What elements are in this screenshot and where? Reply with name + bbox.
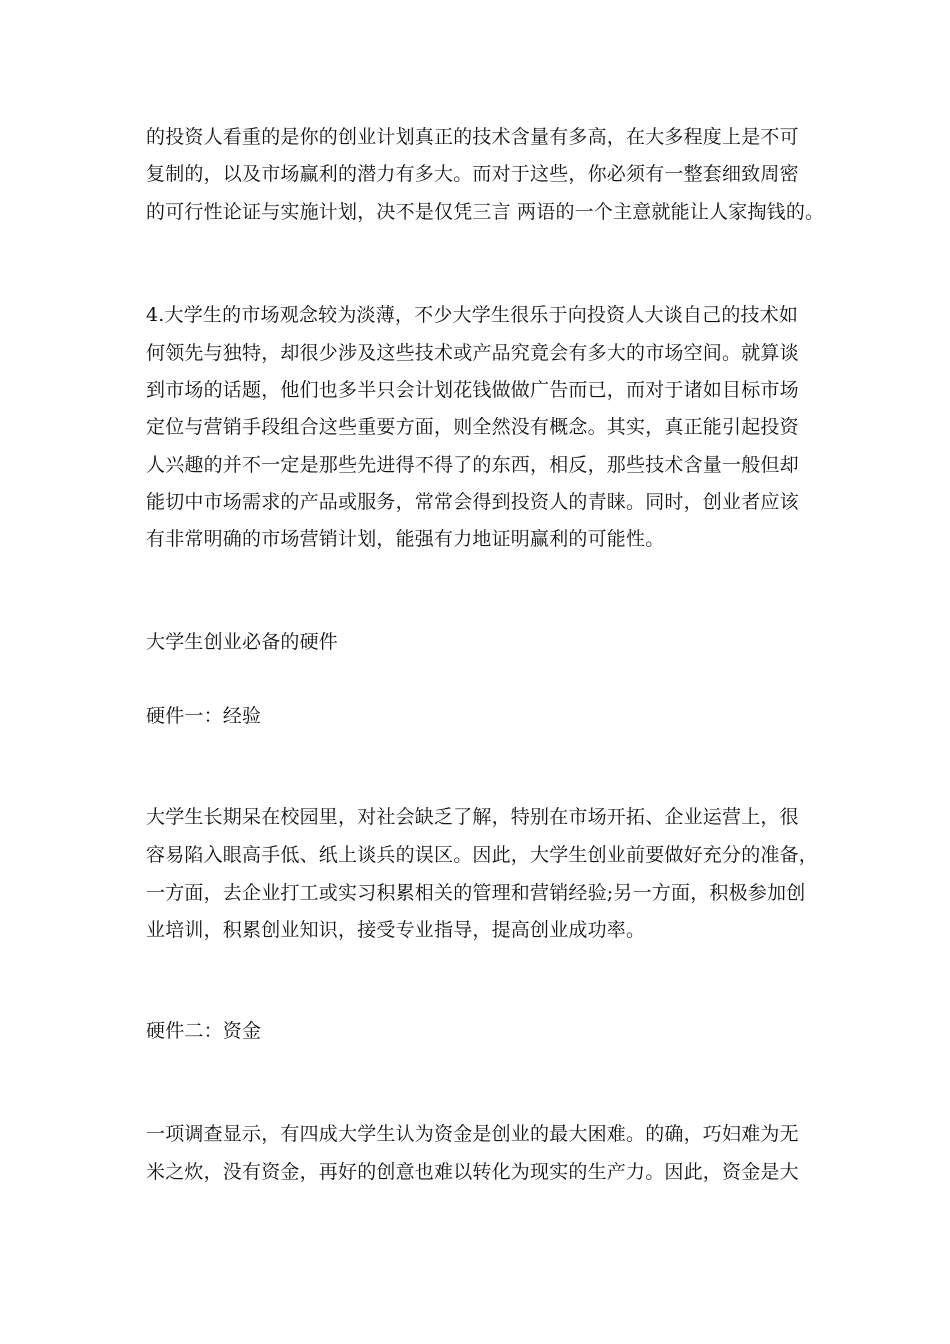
text-line: 一方面，去企业打工或实习积累相关的管理和营销经验;另一方面，积极参加创	[146, 882, 806, 904]
text-line: 一项调查显示，有四成大学生认为资金是创业的最大困难。的确，巧妇难为无	[146, 1123, 799, 1145]
text-line: 复制的，以及市场赢利的潜力有多大。而对于这些，你必须有一整套细致周密	[146, 163, 799, 185]
text-line: 人兴趣的并不一定是那些先进得不得了的东西，相反，那些技术含量一般但却	[146, 454, 799, 476]
section-heading: 大学生创业必备的硬件	[146, 631, 339, 653]
text-line: 容易陷入眼高手低、纸上谈兵的误区。因此，大学生创业前要做好充分的准备，	[146, 844, 819, 866]
text-line: 何领先与独特，却很少涉及这些技术或产品究竟会有多大的市场空间。就算谈	[146, 342, 799, 364]
subsection-heading: 硬件二：资金	[146, 1020, 262, 1042]
text-line: 大学生长期呆在校园里，对社会缺乏了解，特别在市场开拓、企业运营上，很	[146, 806, 799, 828]
text-line: 业培训，积累创业知识，接受专业指导，提高创业成功率。	[146, 919, 646, 941]
text-line: 定位与营销手段组合这些重要方面，则全然没有概念。其实，真正能引起投资	[146, 416, 799, 438]
text-line: 米之炊，没有资金，再好的创意也难以转化为现实的生产力。因此，资金是大	[146, 1161, 799, 1183]
text-line: 4.大学生的市场观念较为淡薄，不少大学生很乐于向投资人大谈自己的技术如	[146, 304, 799, 326]
text-line: 有非常明确的市场营销计划，能强有力地证明赢利的可能性。	[146, 528, 665, 550]
text-line: 的可行性论证与实施计划，决不是仅凭三言 两语的一个主意就能让人家掏钱的。	[146, 201, 825, 223]
subsection-heading: 硬件一：经验	[146, 705, 262, 727]
text-line: 的投资人看重的是你的创业计划真正的技术含量有多高，在大多程度上是不可	[146, 126, 799, 148]
text-line: 能切中市场需求的产品或服务，常常会得到投资人的青睐。同时，创业者应该	[146, 491, 799, 513]
text-line: 到市场的话题，他们也多半只会计划花钱做做广告而已，而对于诸如目标市场	[146, 379, 799, 401]
